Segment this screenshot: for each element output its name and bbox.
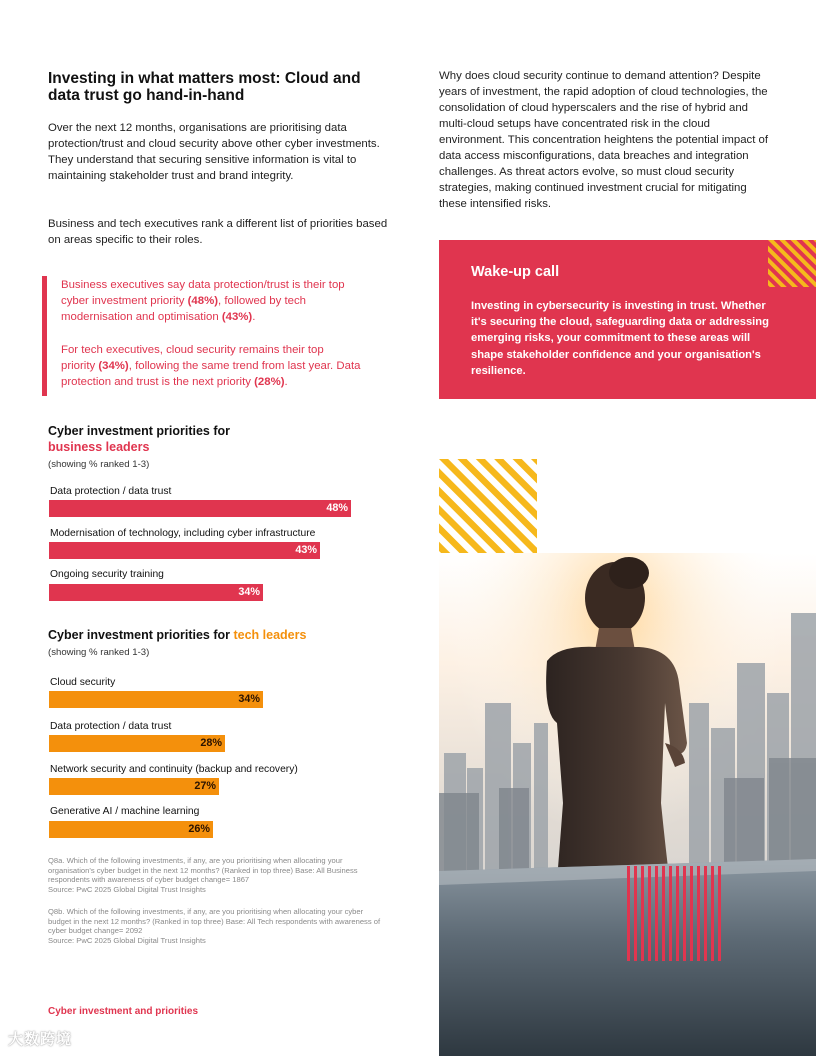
tech-bar [49,691,263,708]
business-bar-value: 43% [295,544,317,556]
tech-bar-label: Generative AI / machine learning [50,806,200,817]
footer-section-label: Cyber investment and priorities [48,1006,199,1017]
callout-text: For tech executives, cloud security remains their top priority [61,344,324,373]
callout-accent-bar [42,276,47,396]
wakeup-title: Wake-up call [471,264,560,280]
cloud-security-paragraph: Why does cloud security continue to demand attention? Despite years of investment, the rapid adoption of cloud technologies, the consolidation of cloud hyperscalers and the rise of hybrid and multi-cloud setups have concentrated risk in the cloud environment. This concentration heightens the potential impact of data access misconfigurations, data breaches and integration challenges. As threat actors evolve, so must cloud security strategies, making continued investment crucial for mitigating these intensified risks. [439,70,769,210]
tech-chart-title [48,627,306,643]
tech-bar [49,735,225,752]
callout-text: . [252,311,256,324]
callout-tech [61,342,361,391]
tech-bar-label: Data protection / data trust [50,721,172,732]
callout-stat: (43%) [221,311,253,324]
tech-bar-label: Network security and continuity (backup and recovery) [50,764,298,775]
business-chart-title: Cyber investment priorities for [48,424,230,438]
stripe-pattern-icon [768,240,816,287]
tech-bar-value: 34% [238,693,260,705]
business-bar-value: 34% [238,586,260,598]
business-bar [49,584,263,601]
business-chart-title-accent: business leaders [48,440,150,454]
yellow-stripe-pattern-icon [439,459,537,553]
tech-bar-label: Cloud security [50,677,116,688]
footnote-q8a [48,856,388,894]
tech-bar-value: 27% [194,780,216,792]
callout-stat: (28%) [254,376,285,389]
business-bar [49,500,351,517]
callout-stat: (48%) [187,295,218,308]
watermark: 大数跨境 [8,1031,73,1048]
wakeup-callout-box [439,240,816,399]
business-bar-label: Modernisation of technology, including cyber infrastructure [50,528,316,539]
business-bar-label: Data protection / data trust [50,486,172,497]
tech-bar-value: 28% [200,737,222,749]
tech-chart-title-prefix: Cyber investment priorities for [48,628,234,642]
tech-bar-value: 26% [188,823,210,835]
footnote-q8b [48,907,388,945]
callout-text: . [284,376,288,389]
footnote-text: Q8a. Which of the following investments, if any, are you prioritising when allocating your organisation's cyber budget in the next 12 months? (Ranked in top three) Base: All Business respondents with awareness of cyber budget change= 1867 [48,856,358,885]
tech-chart-subtitle: (showing % ranked 1-3) [48,647,150,658]
woman-skyline-photo [439,553,816,1056]
footnote-text: Q8b. Which of the following investments, if any, are you prioritising when allocating your cyber budget in the next 12 months? (Ranked in top three) Base: All Tech respondents with awareness of cyber budget change= 2092 [48,907,381,936]
business-chart-subtitle: (showing % ranked 1-3) [48,459,150,470]
business-bar [49,542,320,559]
tech-bar [49,778,219,795]
callout-business [61,277,361,326]
intro-paragraph: Over the next 12 months, organisations are prioritising data protection/trust and cloud security above other cyber investments. They understand that securing sensitive information is vital to maintaining stakeholder trust and brand integrity. [48,122,380,182]
callout-text: , following the same trend from last year. Data protection and trust is the next priority [61,360,361,389]
priorities-paragraph: Business and tech executives rank a different list of priorities based on areas specific to their roles. [48,218,388,246]
callout-stat: (34%) [98,360,129,373]
callout-text: , followed by tech modernisation and optimisation [61,295,307,324]
tech-chart-title-accent: tech leaders [233,628,307,642]
wakeup-body: Investing in cybersecurity is investing in trust. Whether it's securing the cloud, safeguarding data or addressing emerging risks, your commitment to these areas will shape stakeholder confidence and your organisation's resilience. [471,300,769,377]
footnote-source: Source: PwC 2025 Global Digital Trust Insights [48,935,206,945]
page-title: Investing in what matters most: Cloud and data trust go hand-in-hand [48,70,361,104]
business-bar-label: Ongoing security training [50,569,164,580]
business-bar-value: 48% [326,502,348,514]
tech-bar [49,821,213,838]
callout-text: Business executives say data protection/trust is their top cyber investment priority [61,279,345,308]
footnote-source: Source: PwC 2025 Global Digital Trust Insights [48,884,206,894]
